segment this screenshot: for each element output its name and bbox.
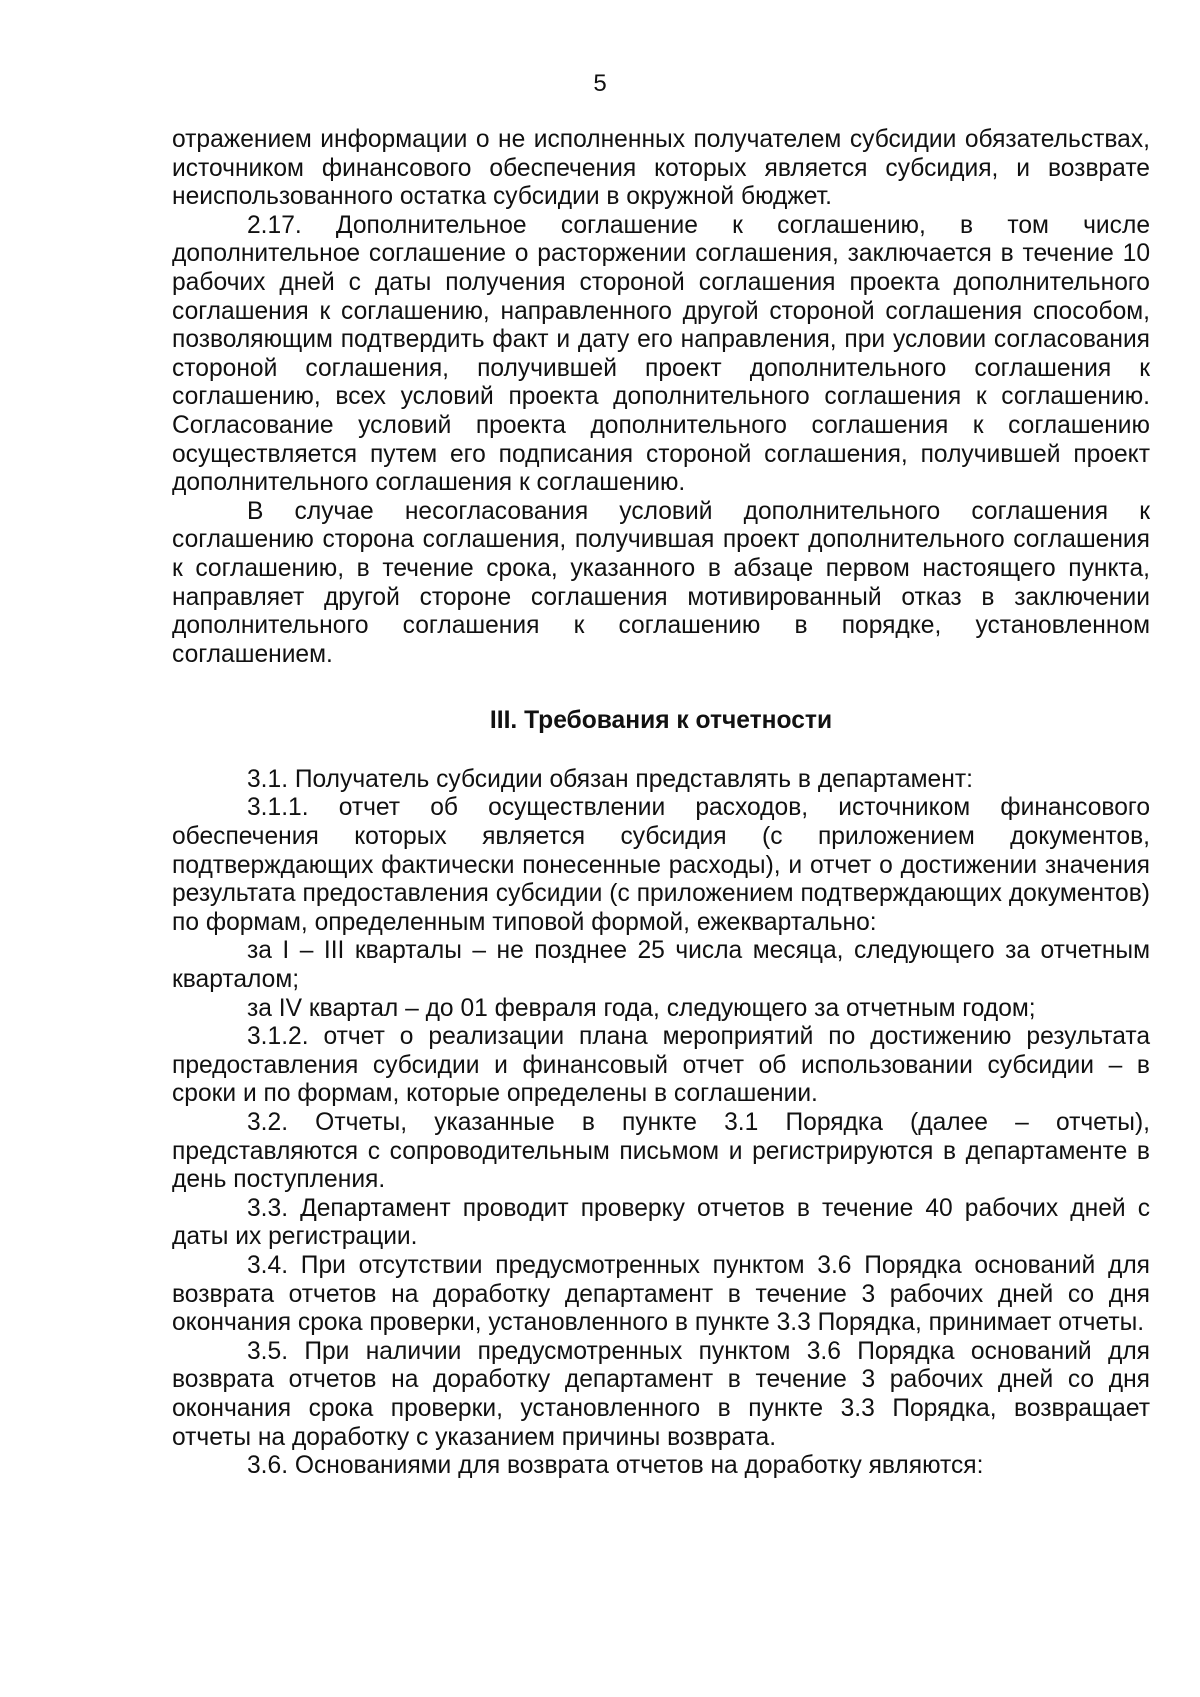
paragraph-quarters-1-3: за I – III кварталы – не позднее 25 числа месяца, следующего за отчетным кварталом; (172, 937, 1150, 994)
paragraph-3-1-1: 3.1.1. отчет об осуществлении расходов, источником финансового обеспечения которых является субсидия (с приложением документов, подтверждающих фактически понесенные расходы), и отчет о достижении значения результата предоставления субсидии (с приложением подтверждающих документов) по формам, определенным типовой формой, ежеквартально: (172, 794, 1150, 936)
paragraph-3-2: 3.2. Отчеты, указанные в пункте 3.1 Порядка (далее – отчеты), представляются с сопроводительным письмом и регистрируются в департаменте в день поступления. (172, 1109, 1150, 1194)
paragraph-disagreement: В случае несогласования условий дополнительного соглашения к соглашению сторона соглашения, получившая проект дополнительного соглашения к соглашению, в течение срока, указанного в абзаце первом настоящего пункта, направляет другой стороне соглашения мотивированный отказ в заключении дополнительного соглашения к соглашению в порядке, установленном соглашением. (172, 497, 1150, 668)
paragraph-3-1-2: 3.1.2. отчет о реализации плана мероприятий по достижению результата предоставления субсидии и финансовый отчет об использовании субсидии – в сроки и по формам, которые определены в соглашении. (172, 1023, 1150, 1108)
paragraph-continuation: отражением информации о не исполненных получателем субсидии обязательствах, источником финансового обеспечения которых является субсидия, и возврате неиспользованного остатка субсидии в окружной бюджет. (172, 126, 1150, 211)
paragraph-3-4: 3.4. При отсутствии предусмотренных пунктом 3.6 Порядка оснований для возврата отчетов на доработку департамент в течение 3 рабочих дней со дня окончания срока проверки, установленного в пункте 3.3 Порядка, принимает отчеты. (172, 1251, 1150, 1337)
document-body (172, 126, 1150, 1481)
paragraph-2-17: 2.17. Дополнительное соглашение к соглашению, в том числе дополнительное соглашение о расторжении соглашения, заключается в течение 10 рабочих дней с даты получения стороной соглашения проекта дополнительного соглашения к соглашению, направленного другой стороной соглашения способом, позволяющим подтвердить факт и дату его направления, при условии согласования стороной соглашения, получившей проект дополнительного соглашения к соглашению, всех условий проекта дополнительного соглашения к соглашению. Согласование условий проекта дополнительного соглашения к соглашению осуществляется путем его подписания стороной соглашения, получившей проект дополнительного соглашения к соглашению. (172, 211, 1150, 497)
paragraph-3-6: 3.6. Основаниями для возврата отчетов на доработку являются: (247, 1452, 984, 1480)
paragraph-3-1: 3.1. Получатель субсидии обязан представлять в департамент: (247, 765, 973, 793)
paragraph-3-5: 3.5. При наличии предусмотренных пунктом 3.6 Порядка оснований для возврата отчетов на доработку департамент в течение 3 рабочих дней со дня окончания срока проверки, установленного в пункте 3.3 Порядка, возвращает отчеты на доработку с указанием причины возврата. (172, 1337, 1150, 1451)
section-heading: III. Требования к отчетности (489, 707, 833, 735)
page-number: 5 (593, 70, 607, 97)
paragraph-quarter-4: за IV квартал – до 01 февраля года, следующего за отчетным годом; (247, 994, 1036, 1022)
paragraph-3-3: 3.3. Департамент проводит проверку отчетов в течение 40 рабочих дней с даты их регистрации. (172, 1194, 1150, 1251)
